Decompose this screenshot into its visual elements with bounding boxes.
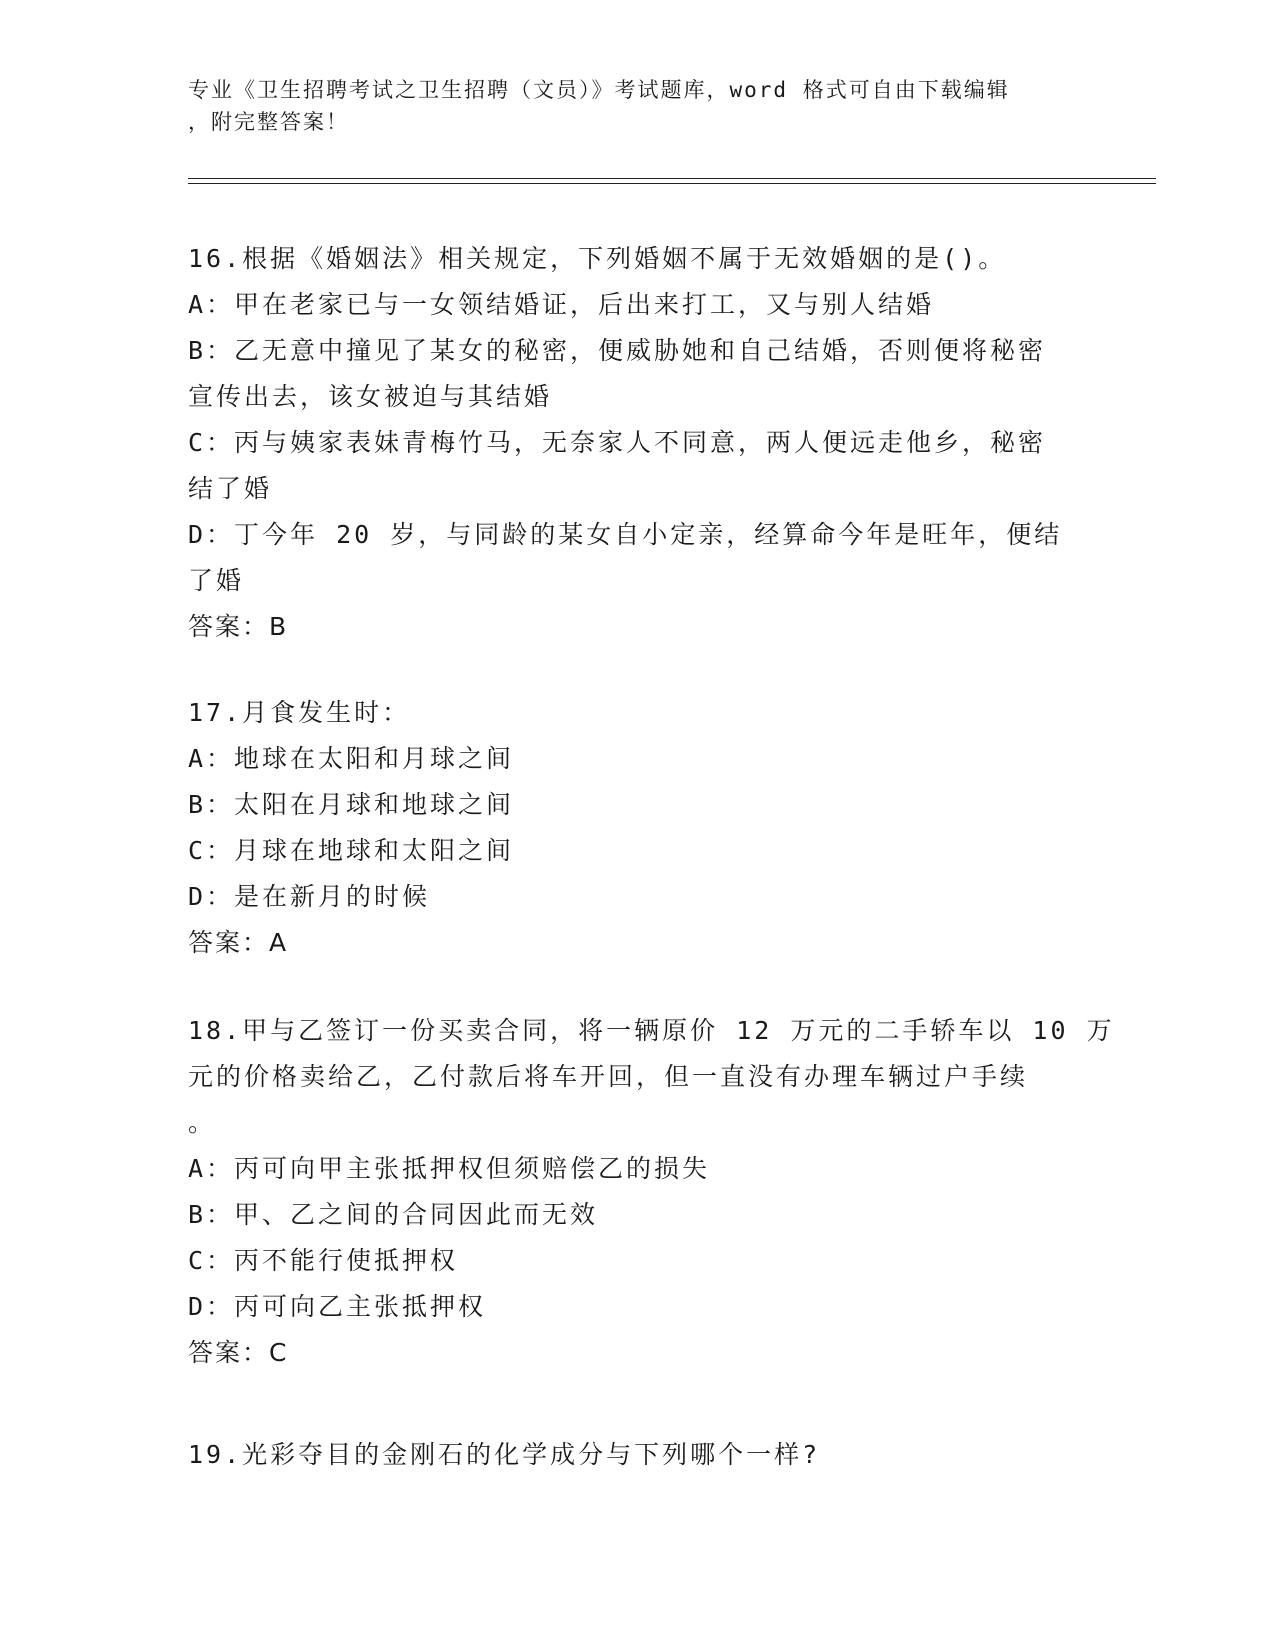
document-header — [188, 74, 1068, 138]
option-a: A：丙可向甲主张抵押权但须赔偿乙的损失 — [188, 1154, 711, 1183]
question-text-continued: 元的价格卖给乙，乙付款后将车开回，但一直没有办理车辆过户手续 — [188, 1062, 1029, 1091]
question-text-end: 。 — [188, 1108, 217, 1137]
option-c: C：丙不能行使抵押权 — [188, 1246, 459, 1275]
answer-line: 答案：B — [188, 612, 289, 641]
answer-line: 答案：C — [188, 1338, 289, 1367]
question-19 — [188, 1432, 820, 1478]
option-b: B：乙无意中撞见了某女的秘密，便威胁她和自己结婚，否则便将秘密 — [188, 336, 1047, 365]
option-d: D：丁今年 20 岁，与同龄的某女自小定亲，经算命今年是旺年，便结 — [188, 520, 1063, 549]
header-line-2: ，附完整答案！ — [188, 110, 349, 134]
question-18 — [188, 1008, 1115, 1376]
header-line-1: 专业《卫生招聘考试之卫生招聘（文员）》考试题库，word 格式可自由下载编辑 — [188, 78, 1010, 102]
question-text: 16.根据《婚姻法》相关规定，下列婚姻不属于无效婚姻的是()。 — [188, 244, 1007, 273]
header-divider-top — [188, 178, 1156, 179]
option-b: B：甲、乙之间的合同因此而无效 — [188, 1200, 599, 1229]
question-text: 19.光彩夺目的金刚石的化学成分与下列哪个一样? — [188, 1440, 821, 1469]
option-b-continued: 宣传出去，该女被迫与其结婚 — [188, 382, 553, 411]
option-a: A：甲在老家已与一女领结婚证，后出来打工，又与别人结婚 — [188, 290, 935, 319]
answer-line: 答案：A — [188, 928, 289, 957]
question-text: 18.甲与乙签订一份买卖合同，将一辆原价 12 万元的二手轿车以 10 万 — [188, 1016, 1115, 1045]
option-c-continued: 结了婚 — [188, 474, 273, 503]
question-16 — [188, 236, 1062, 650]
option-d: D：丙可向乙主张抵押权 — [188, 1292, 487, 1321]
option-a: A：地球在太阳和月球之间 — [188, 744, 515, 773]
header-divider-bottom — [188, 183, 1156, 184]
question-text: 17.月食发生时： — [188, 698, 411, 727]
option-b: B：太阳在月球和地球之间 — [188, 790, 515, 819]
option-d: D：是在新月的时候 — [188, 882, 431, 911]
question-17 — [188, 690, 514, 966]
option-c: C：丙与姨家表妹青梅竹马，无奈家人不同意，两人便远走他乡，秘密 — [188, 428, 1047, 457]
option-c: C：月球在地球和太阳之间 — [188, 836, 515, 865]
option-d-continued: 了婚 — [188, 566, 245, 595]
